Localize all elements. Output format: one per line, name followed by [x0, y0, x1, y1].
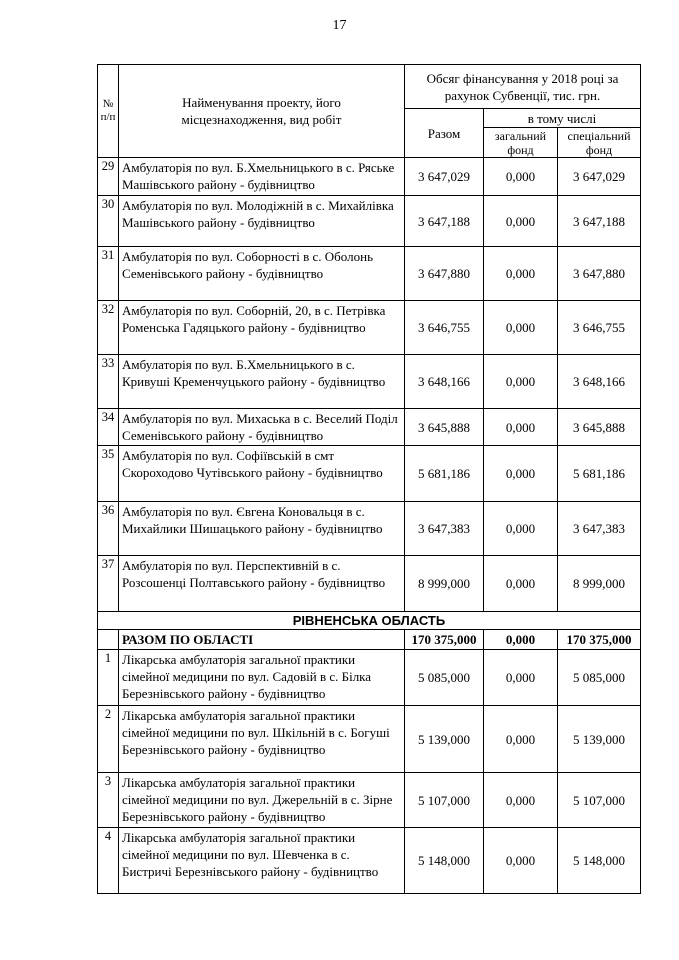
row-number: 1	[98, 650, 119, 706]
table-row	[98, 247, 641, 301]
amount-total: 3 647,383	[405, 502, 484, 556]
row-number: 2	[98, 706, 119, 773]
amount-total: 3 647,029	[405, 158, 484, 196]
amount-total: 3 648,166	[405, 355, 484, 409]
row-number: 4	[98, 828, 119, 894]
table-row	[98, 706, 641, 773]
amount-total: 3 645,888	[405, 409, 484, 446]
header-num: № п/п	[98, 65, 119, 158]
project-name: Амбулаторія по вул. Софіївській в смт Скороходово Чутівського району - будівництво	[119, 446, 405, 502]
table-row	[98, 196, 641, 247]
amount-special-fund: 5 085,000	[558, 650, 641, 706]
header-including: в тому числі	[484, 109, 641, 128]
table-row	[98, 446, 641, 502]
project-name: Амбулаторія по вул. Соборній, 20, в с. Петрівка Роменська Гадяцького району - будівництво	[119, 301, 405, 355]
amount-total: 3 647,880	[405, 247, 484, 301]
amount-special-fund: 5 148,000	[558, 828, 641, 894]
amount-special-fund: 5 681,186	[558, 446, 641, 502]
amount-general-fund: 0,000	[484, 409, 558, 446]
project-name: Лікарська амбулаторія загальної практики сімейної медицини по вул. Садовій в с. Білка Березнівського району - будівництво	[119, 650, 405, 706]
region-title: РІВНЕНСЬКА ОБЛАСТЬ	[98, 612, 641, 630]
region-total-special: 170 375,000	[558, 630, 641, 650]
funding-table	[97, 64, 641, 894]
table-row	[98, 556, 641, 612]
amount-general-fund: 0,000	[484, 301, 558, 355]
project-name: Амбулаторія по вул. Молодіжній в с. Михайлівка Машівського району - будівництво	[119, 196, 405, 247]
header-total: Разом	[405, 109, 484, 158]
amount-total: 5 139,000	[405, 706, 484, 773]
amount-special-fund: 5 139,000	[558, 706, 641, 773]
region-total-num	[98, 630, 119, 650]
row-number: 3	[98, 773, 119, 828]
row-number: 30	[98, 196, 119, 247]
amount-total: 3 647,188	[405, 196, 484, 247]
amount-special-fund: 3 647,029	[558, 158, 641, 196]
table-row	[98, 828, 641, 894]
row-number: 35	[98, 446, 119, 502]
row-number: 29	[98, 158, 119, 196]
region-total-label: РАЗОМ ПО ОБЛАСТІ	[119, 630, 405, 650]
amount-special-fund: 3 648,166	[558, 355, 641, 409]
project-name: Амбулаторія по вул. Михаська в с. Веселий Поділ Семенівського району - будівництво	[119, 409, 405, 446]
row-number: 32	[98, 301, 119, 355]
amount-general-fund: 0,000	[484, 556, 558, 612]
amount-general-fund: 0,000	[484, 650, 558, 706]
row-number: 34	[98, 409, 119, 446]
header-funding: Обсяг фінансування у 2018 році за рахунок Субвенції, тис. грн.	[405, 65, 641, 109]
row-number: 31	[98, 247, 119, 301]
region-total-general: 0,000	[484, 630, 558, 650]
row-number: 37	[98, 556, 119, 612]
amount-general-fund: 0,000	[484, 706, 558, 773]
table-row	[98, 158, 641, 196]
amount-total: 5 148,000	[405, 828, 484, 894]
table-row	[98, 301, 641, 355]
project-name: Лікарська амбулаторія загальної практики сімейної медицини по вул. Шевченка в с. Бистричі Березнівського району - будівництво	[119, 828, 405, 894]
amount-general-fund: 0,000	[484, 828, 558, 894]
project-name: Амбулаторія по вул. Євгена Коновальця в с. Михайлики Шишацького району - будівництво	[119, 502, 405, 556]
header-name: Найменування проекту, його місцезнаходження, вид робіт	[119, 65, 405, 158]
amount-special-fund: 3 647,880	[558, 247, 641, 301]
amount-general-fund: 0,000	[484, 773, 558, 828]
project-name: Амбулаторія по вул. Б.Хмельницького в с. Кривуші Кременчуцького району - будівництво	[119, 355, 405, 409]
table-row	[98, 502, 641, 556]
amount-general-fund: 0,000	[484, 247, 558, 301]
header-special: спеціальний фонд	[558, 128, 641, 158]
amount-total: 5 681,186	[405, 446, 484, 502]
amount-special-fund: 8 999,000	[558, 556, 641, 612]
header-general: загальний фонд	[484, 128, 558, 158]
table-row	[98, 650, 641, 706]
table-row	[98, 355, 641, 409]
amount-general-fund: 0,000	[484, 158, 558, 196]
project-name: Амбулаторія по вул. Б.Хмельницького в с. Ряське Машівського району - будівництво	[119, 158, 405, 196]
project-name: Амбулаторія по вул. Соборності в с. Оболонь Семенівського району - будівництво	[119, 247, 405, 301]
amount-total: 5 107,000	[405, 773, 484, 828]
amount-total: 3 646,755	[405, 301, 484, 355]
page-number: 17	[332, 18, 347, 33]
amount-total: 8 999,000	[405, 556, 484, 612]
project-name: Лікарська амбулаторія загальної практики сімейної медицини по вул. Шкільній в с. Богуші Березнівського району - будівництво	[119, 706, 405, 773]
row-number: 36	[98, 502, 119, 556]
amount-general-fund: 0,000	[484, 446, 558, 502]
region-total-total: 170 375,000	[405, 630, 484, 650]
project-name: Лікарська амбулаторія загальної практики сімейної медицини по вул. Джерельній в с. Зірне Березнівського району - будівництво	[119, 773, 405, 828]
amount-special-fund: 3 647,383	[558, 502, 641, 556]
amount-general-fund: 0,000	[484, 355, 558, 409]
amount-special-fund: 5 107,000	[558, 773, 641, 828]
table-row	[98, 773, 641, 828]
amount-general-fund: 0,000	[484, 196, 558, 247]
amount-special-fund: 3 646,755	[558, 301, 641, 355]
amount-total: 5 085,000	[405, 650, 484, 706]
project-name: Амбулаторія по вул. Перспективній в с. Розсошенці Полтавського району - будівництво	[119, 556, 405, 612]
amount-general-fund: 0,000	[484, 502, 558, 556]
amount-special-fund: 3 647,188	[558, 196, 641, 247]
row-number: 33	[98, 355, 119, 409]
table-row	[98, 409, 641, 446]
amount-special-fund: 3 645,888	[558, 409, 641, 446]
